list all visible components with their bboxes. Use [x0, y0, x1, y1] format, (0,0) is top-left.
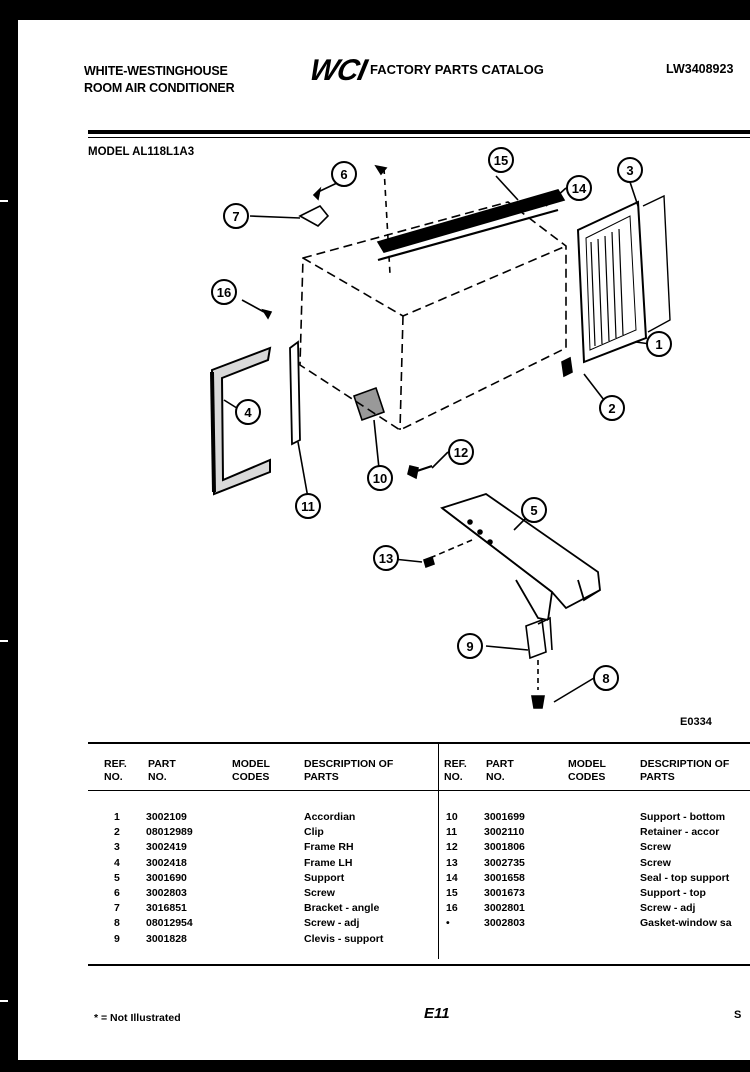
callout-13 [374, 546, 398, 570]
table-cell-desc: Support [304, 871, 345, 884]
table-cell-part: 3002803 [146, 886, 187, 899]
table-head-rule [88, 790, 750, 791]
table-cell-ref: 7 [114, 902, 120, 915]
table-cell-ref: 9 [114, 932, 120, 945]
callout-label: 15 [493, 153, 509, 168]
drawing-code: E0334 [680, 716, 712, 728]
table-cell-desc: Support - bottom [640, 811, 726, 823]
table-cell-desc: Screw [640, 841, 671, 854]
callout-label: 8 [602, 671, 610, 686]
table-cell-part: 3002109 [146, 811, 187, 823]
callout-8 [594, 666, 618, 690]
table-cell-desc: Screw - adj [304, 917, 360, 930]
table-cell-ref: 11 [446, 826, 458, 839]
left-part-column [146, 810, 193, 947]
col-head-ref: REF. NO. [104, 758, 127, 783]
right-part-column [484, 810, 525, 932]
callout-5 [522, 498, 546, 522]
callout-7 [224, 204, 248, 228]
table-cell-desc: Screw [304, 886, 335, 899]
table-cell-ref: 13 [446, 856, 458, 869]
table-cell-ref: 10 [446, 811, 458, 823]
table-cell-part: 3016851 [146, 902, 187, 915]
table-cell-ref: 14 [446, 871, 458, 884]
callout-11 [296, 494, 320, 518]
callout-label: 9 [466, 639, 474, 654]
footer-right-fragment: S [734, 1009, 742, 1021]
table-cell-desc: Frame LH [304, 856, 353, 869]
table-cell-ref: 16 [446, 902, 458, 915]
left-ref-column [114, 810, 120, 947]
exploded-parts-diagram [18, 20, 750, 740]
table-cell-part: 08012989 [146, 826, 193, 839]
brand-line-1: WHITE-WESTINGHOUSE [84, 64, 228, 78]
callout-label: 1 [655, 337, 663, 352]
catalog-number: LW3408923 [666, 62, 734, 76]
callout-label: 13 [378, 551, 394, 566]
right-desc-column [640, 810, 750, 932]
callout-9 [458, 634, 482, 658]
table-cell-desc: Clevis - support [304, 932, 384, 945]
table-cell-part: 3001673 [484, 886, 525, 899]
wci-logo: WCI [306, 54, 369, 87]
table-cell-ref: 8 [114, 917, 120, 930]
callout-1 [647, 332, 671, 356]
table-cell-desc: Retainer - accor [640, 826, 720, 839]
callout-label: 10 [372, 471, 388, 486]
catalog-page [18, 20, 750, 1060]
table-cell-part: 3002803 [484, 917, 525, 930]
catalog-title: FACTORY PARTS CATALOG [370, 62, 544, 77]
table-cell-ref: 15 [446, 886, 458, 899]
table-cell-desc: Screw - adj [640, 902, 696, 915]
table-cell-ref: 6 [114, 886, 120, 899]
table-cell-ref: 12 [446, 841, 458, 854]
callout-2 [600, 396, 624, 420]
callout-label: 5 [530, 503, 538, 518]
table-cell-part: 3001828 [146, 932, 187, 945]
table-cell-desc: Seal - top support [640, 871, 730, 884]
callout-3 [618, 158, 642, 182]
callout-4 [236, 400, 260, 424]
brand-line-2: ROOM AIR CONDITIONER [84, 81, 235, 95]
table-cell-desc: Screw [640, 856, 671, 869]
table-cell-desc: Accordian [304, 811, 356, 823]
table-cell-part: 3002801 [484, 902, 525, 915]
callout-label: 4 [244, 405, 252, 420]
table-cell-part: 08012954 [146, 917, 193, 930]
callout-label: 2 [608, 401, 616, 416]
table-cell-ref: 4 [114, 856, 120, 869]
table-cell-part: 3002418 [146, 856, 187, 869]
table-cell-desc: Support - top [640, 886, 706, 899]
callout-label: 11 [301, 499, 315, 514]
table-cell-desc: Clip [304, 826, 324, 839]
col-head-desc-right: DESCRIPTION OF PARTS [640, 758, 730, 783]
callout-16 [212, 280, 236, 304]
table-cell-ref: 5 [114, 871, 120, 884]
callout-label: 7 [232, 209, 240, 224]
table-cell-ref: 1 [114, 811, 120, 823]
callout-15 [489, 148, 513, 172]
callout-14 [567, 176, 591, 200]
col-head-ref-right: REF. NO. [444, 758, 467, 783]
callout-label: 16 [216, 285, 232, 300]
callout-12 [449, 440, 473, 464]
table-cell-part: 3002735 [484, 856, 525, 869]
not-illustrated-note: * = Not Illustrated [94, 1012, 181, 1024]
left-desc-column [304, 810, 383, 947]
right-ref-column [446, 810, 458, 932]
model-label: MODEL AL118L1A3 [88, 146, 195, 158]
table-cell-part: 3001806 [484, 841, 525, 854]
table-cell-part: 3001658 [484, 871, 525, 884]
table-cell-ref: 3 [114, 841, 120, 854]
col-head-part-right: PART NO. [486, 758, 514, 783]
page-number: E11 [424, 1005, 450, 1022]
table-cell-part: 3002110 [484, 826, 525, 839]
table-cell-desc: Gasket-window sa [640, 917, 732, 930]
col-head-model-right: MODEL CODES [568, 758, 606, 783]
table-cell-ref: 2 [114, 826, 120, 839]
callout-6 [332, 162, 356, 186]
table-cell-desc: Bracket - angle [304, 902, 380, 915]
callout-label: 3 [626, 163, 634, 178]
callout-label: 14 [571, 181, 587, 196]
table-cell-ref: • [446, 917, 450, 930]
table-cell-part: 3001699 [484, 811, 525, 823]
col-head-desc: DESCRIPTION OF PARTS [304, 758, 394, 783]
table-cell-part: 3002419 [146, 841, 187, 854]
table-top-rule [88, 742, 750, 744]
callout-label: 12 [453, 445, 469, 460]
callout-label: 6 [340, 167, 348, 182]
col-head-model: MODEL CODES [232, 758, 270, 783]
table-bottom-rule [88, 964, 750, 966]
table-column-divider [438, 744, 439, 959]
callout-10 [368, 466, 392, 490]
table-cell-part: 3001690 [146, 871, 187, 884]
col-head-part: PART NO. [148, 758, 176, 783]
table-cell-desc: Frame RH [304, 841, 354, 854]
